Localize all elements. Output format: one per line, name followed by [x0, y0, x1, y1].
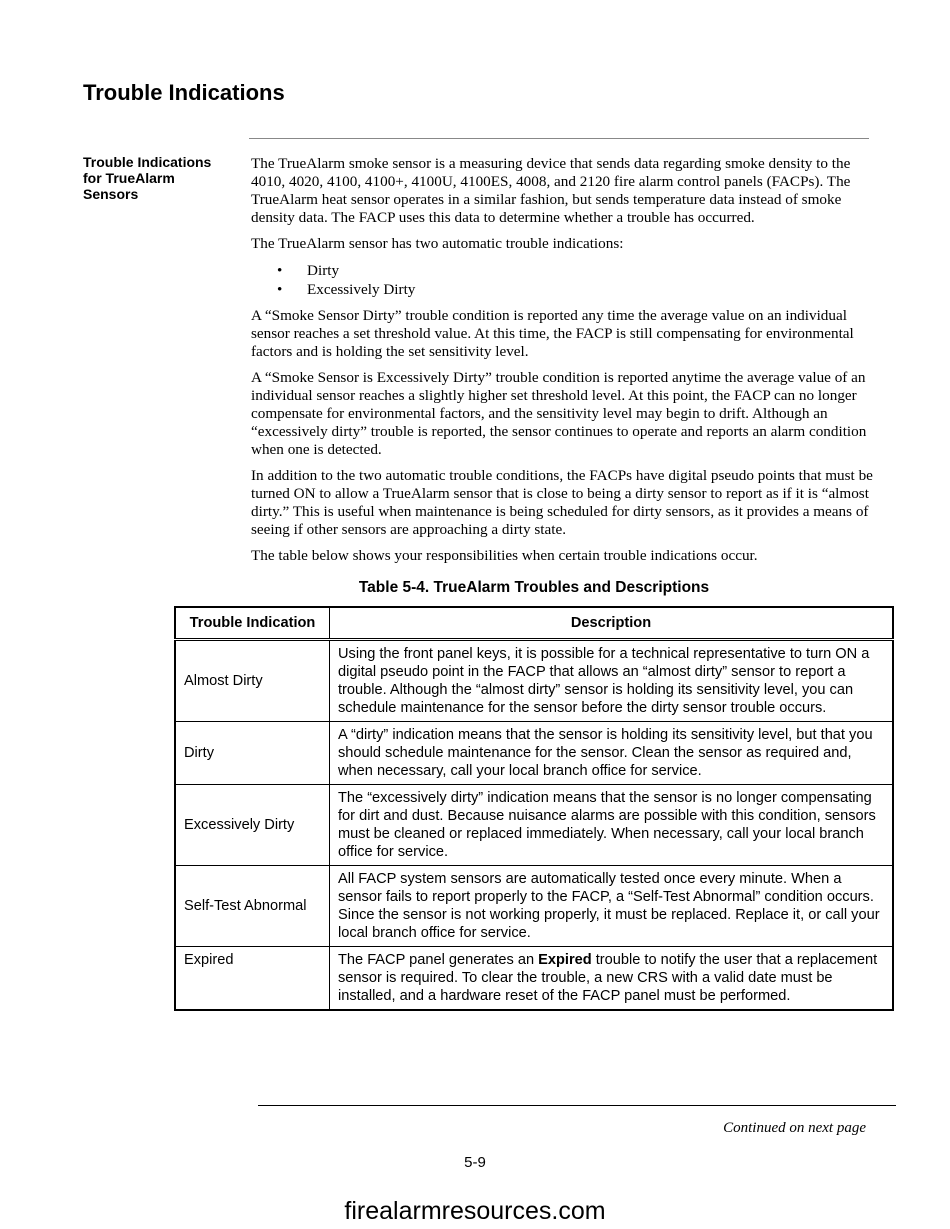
table-caption: Table 5-4. TrueAlarm Troubles and Descriptions: [358, 579, 710, 596]
bottom-divider: [258, 1105, 896, 1106]
trouble-indication-cell: Dirty: [175, 722, 330, 785]
description-text: The FACP panel generates an: [338, 952, 539, 968]
trouble-bullet-list: [251, 261, 879, 299]
column-header-description: Description: [330, 607, 894, 640]
list-item-text: Excessively Dirty: [307, 281, 416, 298]
list-item: [251, 261, 879, 280]
table-row: [175, 866, 893, 947]
page-number: 5-9: [464, 1154, 486, 1171]
description-text: trouble to notify the user that a replacement sensor is required. To clear the trouble, a new CRS with a valid date must be installed, and a hardware reset of the FACP panel must be performed.: [338, 952, 878, 1004]
expired-term: Expired: [538, 952, 592, 968]
paragraph-indications-lead: The TrueAlarm sensor has two automatic trouble indications:: [251, 235, 624, 252]
watermark-text: firealarmresources.com: [344, 1197, 606, 1225]
bullet-icon: •: [277, 262, 283, 279]
top-divider: [249, 138, 869, 139]
page-title: Trouble Indications: [83, 80, 285, 105]
column-header-indication: Trouble Indication: [175, 607, 330, 640]
bullet-icon: •: [277, 281, 283, 298]
paragraph-excessively-dirty: A “Smoke Sensor is Excessively Dirty” trouble condition is reported anytime the average value of an individual sensor reaches a slightly higher set threshold level. At this point, the FACP can no longer compensate for environmental factors, and the sensitivity level may begin to drift. Although an “excessively dirty” trouble is reported, the sensor continues to operate and reports an alarm condition when one is detected.: [251, 369, 867, 458]
trouble-description-cell: [330, 947, 894, 1011]
trouble-description-cell: A “dirty” indication means that the sensor is holding its sensitivity level, but that you should schedule maintenance for the sensor. Clean the sensor as required and, when necessary, call your local branch office for service.: [330, 722, 894, 785]
table-row: [175, 722, 893, 785]
paragraph-table-intro: The table below shows your responsibilities when certain trouble indications occur.: [251, 547, 758, 564]
trouble-indication-cell: Expired: [175, 947, 330, 1011]
list-item: [251, 280, 879, 299]
table-header-row: [175, 607, 893, 640]
trouble-indication-cell: Self-Test Abnormal: [175, 866, 330, 947]
paragraph-pseudo-points: In addition to the two automatic trouble conditions, the FACPs have digital pseudo points that must be turned ON to allow a TrueAlarm sensor that is close to being a dirty sensor to report as if it is “almost dirty.” This is useful when maintenance is being scheduled for dirty sensors, as it provides a means of seeing if other sensors are approaching a dirty state.: [251, 467, 873, 538]
list-item-text: Dirty: [307, 262, 340, 279]
table-row: [175, 785, 893, 866]
continued-note: Continued on next page: [723, 1120, 866, 1136]
trouble-indication-cell: Almost Dirty: [175, 640, 330, 722]
trouble-indication-cell: Excessively Dirty: [175, 785, 330, 866]
trouble-description-cell: Using the front panel keys, it is possible for a technical representative to turn ON a digital pseudo point in the FACP that allows an “almost dirty” sensor to report a trouble. Although the “almost dirty” sensor is holding its sensitivity level, you can schedule maintenance for the sensor before the dirty sensor trouble occurs.: [330, 640, 894, 722]
table-row: [175, 947, 893, 1011]
trouble-description-cell: The “excessively dirty” indication means that the sensor is no longer compensating for dirt and dust. Because nuisance alarms are possible with this condition, sensors must be cleaned or replaced immediately. When necessary, call your local branch office for service.: [330, 785, 894, 866]
body-text-column: [251, 155, 879, 573]
trouble-table: [174, 606, 894, 1011]
paragraph-dirty: A “Smoke Sensor Dirty” trouble condition is reported any time the average value on an individual sensor reaches a set threshold value. At this time, the FACP is still compensating for environmental factors and is holding the set sensitivity level.: [251, 307, 854, 360]
paragraph-intro: The TrueAlarm smoke sensor is a measuring device that sends data regarding smoke density to the 4010, 4020, 4100, 4100+, 4100U, 4100ES, 4008, and 2120 fire alarm control panels (FACPs). The TrueAlarm heat sensor operates in a similar fashion, but sends temperature data instead of smoke density data. The FACP uses this data to determine whether a trouble has occurred.: [251, 155, 851, 226]
table-row: [175, 640, 893, 722]
trouble-description-cell: All FACP system sensors are automatically tested once every minute. When a sensor fails to report properly to the FACP, a “Self-Test Abnormal” condition occurs. Since the sensor is not working properly, it must be replaced. Replace it, or call your local branch office for service.: [330, 866, 894, 947]
section-side-heading: Trouble Indications for TrueAlarm Sensors: [83, 154, 212, 202]
